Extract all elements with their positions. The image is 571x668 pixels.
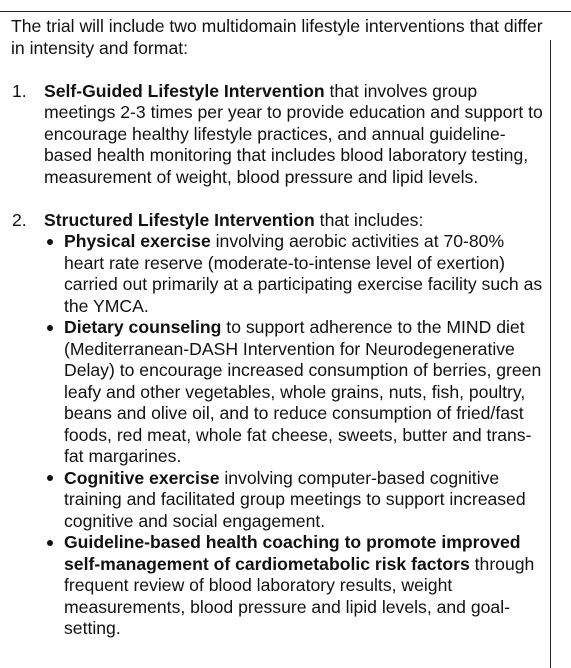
- right-divider: [550, 40, 551, 668]
- bullet-icon: [47, 239, 53, 245]
- intro-paragraph: The trial will include two multidomain lifestyle interventions that differ in intensity and format:: [11, 16, 543, 58]
- list-item-physical-exercise: [44, 231, 543, 317]
- list-item-dietary-counseling: [44, 317, 543, 468]
- bullet-text: involving aerobic activities at 70-80% heart rate reserve (moderate-to-intense level of exertion) carried out primarily at a participating exercise facility such as the YMCA.: [64, 231, 543, 316]
- list-number: 2.: [12, 209, 27, 230]
- intervention-description: that involves group meetings 2-3 times per year to provide education and support to encourage healthy lifestyle practices, and annual guideline-based health monitoring that includes blood laboratory testing, measurement of weight, blood pressure and lipid levels.: [44, 80, 543, 187]
- bullet-title: Cognitive exercise: [64, 467, 220, 488]
- structured-components-list: [44, 231, 543, 640]
- bullet-text: involving computer-based cognitive training and facilitated group meetings to support increased cognitive and social engagement.: [64, 467, 526, 531]
- intervention-item-self-guided: [11, 81, 543, 189]
- bullet-title: Guideline-based health coaching to promote improved self-management of cardiometabolic risk factors: [64, 532, 521, 574]
- list-item-cognitive-exercise: [44, 468, 543, 533]
- top-divider: [0, 11, 571, 12]
- bullet-icon: [47, 475, 53, 481]
- list-number: 1.: [12, 80, 27, 101]
- bullet-text: through frequent review of blood laboratory results, weight measurements, blood pressure and lipid levels, and goal-setting.: [64, 553, 535, 638]
- intervention-title: Self-Guided Lifestyle Intervention: [44, 80, 325, 101]
- intervention-description: that includes:: [314, 209, 424, 230]
- list-item-health-coaching: [44, 532, 543, 640]
- document-body: [11, 16, 543, 661]
- bullet-icon: [47, 325, 53, 331]
- intervention-title: Structured Lifestyle Intervention: [44, 209, 315, 230]
- bullet-title: Dietary counseling: [64, 317, 222, 337]
- bullet-title: Physical exercise: [64, 231, 211, 251]
- intervention-item-structured: [11, 210, 543, 640]
- bullet-text: to support adherence to the MIND diet (Mediterranean-DASH Intervention for Neurodegenerative Delay) to encourage increased consumption of berries, green leafy and other vegetables, whole grains, nuts, fish, poultry, beans and olive oil, and to reduce consumption of fried/fast foods, red meat, whole fat cheese, sweets, butter and trans-fat margarines.: [64, 317, 542, 466]
- bullet-icon: [47, 540, 53, 546]
